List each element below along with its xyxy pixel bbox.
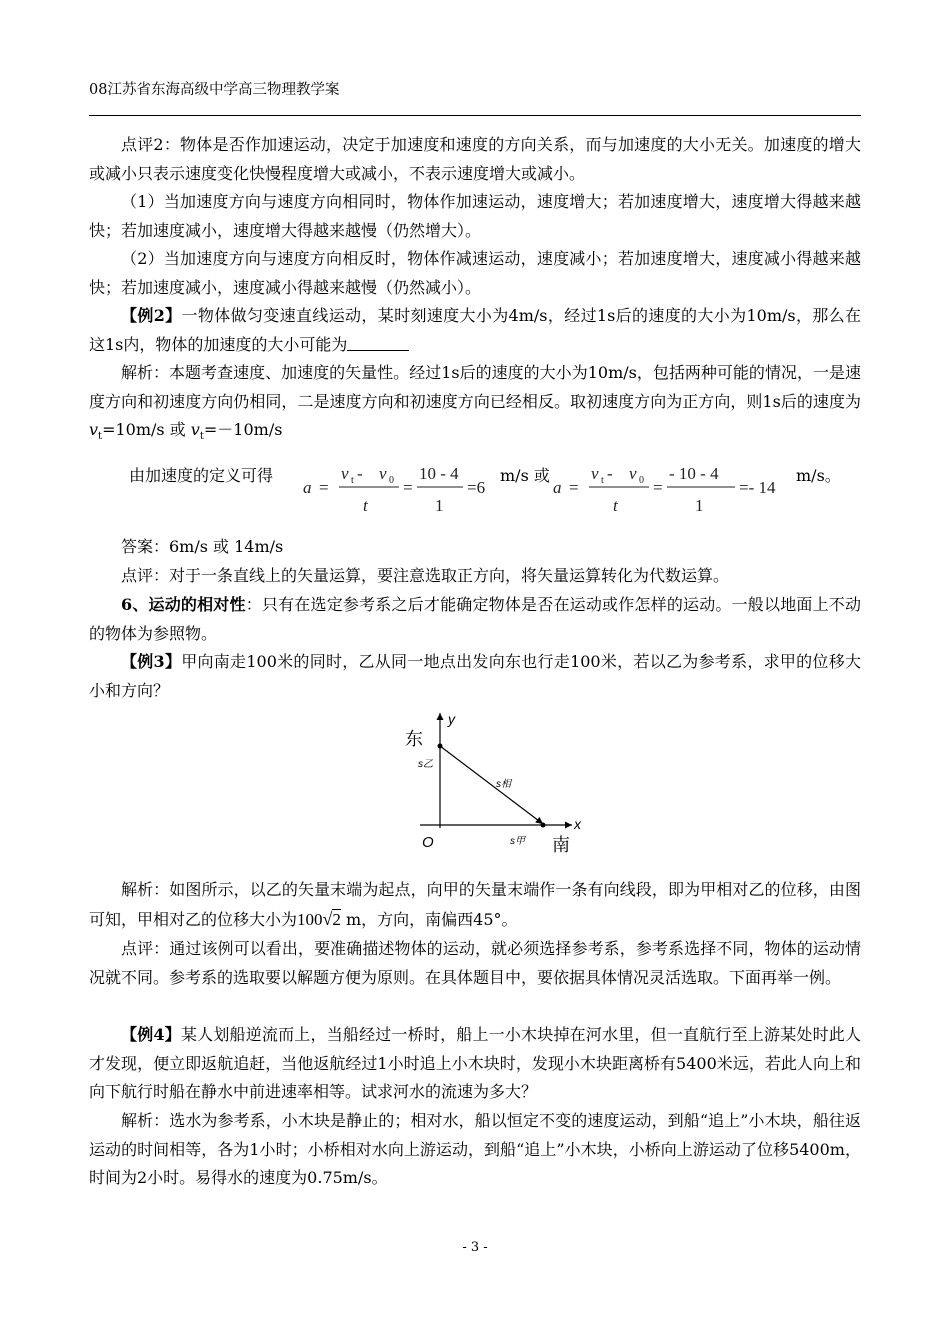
- formula-lead: 由加速度的定义可得: [129, 466, 274, 485]
- example-2-text: 一物体做匀变速直线运动，某时刻速度大小为4m/s，经过1s后的速度的大小为10m/s，那么在这1s内，物体的加速度的大小可能为: [89, 306, 861, 354]
- formula-den-2: 1: [695, 496, 704, 515]
- label-y: y: [448, 711, 455, 727]
- formula-v0-1: v: [379, 464, 387, 483]
- formula-a-1: a: [303, 478, 312, 497]
- example-3-analysis: [89, 876, 861, 934]
- formula-num-1: 10 - 4: [419, 464, 459, 483]
- vt-symbol-1: v: [89, 420, 99, 439]
- header-rule: [89, 115, 861, 116]
- formula-vt-sub-1: t: [351, 475, 354, 486]
- label-s-yi: s乙: [418, 759, 433, 770]
- relative-displacement-line: [440, 746, 543, 824]
- acceleration-formula: [295, 455, 855, 525]
- vt-sub-2: t: [199, 431, 204, 442]
- formula-vt-sub-2: t: [601, 475, 604, 486]
- formula-t-1: t: [363, 496, 368, 515]
- label-south: 南: [552, 835, 570, 855]
- sqrt-argument: 2: [332, 909, 341, 929]
- formula-v0-sub-1: 0: [389, 475, 394, 486]
- label-s-xiang: s相: [496, 779, 511, 790]
- example-4: [89, 1021, 861, 1107]
- formula-result-2: =- 14: [739, 478, 776, 497]
- section-6: [89, 591, 861, 648]
- relative-displacement-diagram: [400, 705, 590, 855]
- page-number: - 3 -: [462, 1240, 488, 1255]
- page-header: 08江苏省东海高级中学高三物理教学案: [89, 82, 340, 98]
- sqrt-expression: 100√2: [297, 908, 341, 929]
- example-4-label: 【例4】: [121, 1025, 181, 1044]
- formula-t-2: t: [613, 496, 618, 515]
- formula-v0-sub-2: 0: [639, 475, 644, 486]
- comment-2: 点评2：物体是否作加速运动，决定于加速度和速度的方向关系，而与加速度的大小无关。加速度的增大或减小只表示速度变化快慢程度增大或减小，不表示速度增大或减小。: [89, 135, 861, 183]
- label-east: 东: [405, 729, 423, 749]
- example-3: [89, 648, 861, 705]
- label-x: x: [574, 816, 581, 832]
- formula-v-1: v: [341, 464, 349, 483]
- point-yi: [438, 744, 443, 749]
- example-3-text: 甲向南走100米的同时，乙从同一地点出发向东也行走100米，若以乙为参考系，求甲的位移大小和方向？: [89, 652, 861, 700]
- formula-eq-4: =: [653, 478, 663, 497]
- formula-minus-2: -: [607, 464, 613, 483]
- answer-blank: [347, 336, 409, 351]
- point-jia: [541, 823, 546, 828]
- example-4-analysis: 解析：选水为参考系，小木块是静止的；相对水，船以恒定不变的速度运动，到船“追上”小木块，船往返运动的时间相等，各为1小时；小桥相对水向上游运动，到船“追上”小木块，小桥向上游运动了位移5400m，时间为2小时。易得水的速度为0.75m/s。: [89, 1111, 861, 1187]
- formula-unit-2: m/s。: [796, 462, 841, 491]
- formula-result-1: =6: [467, 478, 486, 497]
- example-2-label: 【例2】: [121, 306, 182, 325]
- example-2-analysis: [89, 359, 861, 452]
- vt-symbol-2: v: [190, 420, 200, 439]
- section-6-label: 6、运动的相对性: [121, 595, 246, 614]
- section-6-text: ：只有在选定参考系之后才能确定物体是否在运动或作怎样的运动。一般以地面上不动的物体为参照物。: [89, 595, 861, 643]
- formula-eq-2: =: [403, 478, 413, 497]
- example-3-analysis-result: m，方向，南偏西45°。: [340, 909, 518, 929]
- formula-num-2: - 10 - 4: [669, 464, 719, 483]
- vt-sub-1: t: [98, 431, 103, 442]
- comment-vector: 点评：对于一条直线上的矢量运算，要注意选取正方向，将矢量运算转化为代数运算。: [121, 566, 730, 585]
- label-origin: O: [422, 834, 434, 851]
- example-3-label: 【例3】: [121, 652, 182, 671]
- formula-den-1: 1: [435, 496, 444, 515]
- vt-value-2: =－10m/s: [203, 420, 283, 439]
- comment-2-case-2: （2）当加速度方向与速度方向相反时，物体作减速运动，速度减小；若加速度增大，速度减小得越来越快；若加速度减小，速度减小得越来越慢（仍然减小）。: [89, 249, 861, 297]
- formula-eq-1: =: [319, 478, 329, 497]
- example-2-analysis-text: 解析：本题考查速度、加速度的矢量性。经过1s后的速度的大小为10m/s，包括两种可能的情况，一是速度方向和初速度方向仍相同，二是速度方向和初速度方向已经相反。取初速度方向为正方向，则1s后的速度为: [89, 363, 861, 411]
- answer: 答案：6m/s 或 14m/s: [121, 537, 284, 556]
- formula-eq-3: =: [569, 478, 579, 497]
- example-4-text: 某人划船逆流而上，当船经过一桥时，船上一小木块掉在河水里，但一直航行至上游某处时此人才发现，便立即返航追赶，当他返航经过1小时追上小木块时，发现小木块距离桥有5400米远，若此人向上和向下航行时船在静水中前进速率相等。试求河水的流速为多大？: [89, 1025, 861, 1101]
- formula-unit-1: m/s 或: [500, 462, 550, 491]
- sqrt-coefficient: 100: [297, 909, 323, 929]
- formula-a-2: a: [553, 478, 562, 497]
- comment-reference: 点评：通过该例可以看出，要准确描述物体的运动，就必须选择参考系，参考系选择不同，物体的运动情况就不同。参考系的选取要以解题方便为原则。在具体题目中，要依据具体情况灵活选取。下面再举一例。: [89, 939, 861, 987]
- formula-v-2: v: [591, 464, 599, 483]
- formula-v0-2: v: [629, 464, 637, 483]
- comment-2-case-1: （1）当加速度方向与速度方向相同时，物体作加速运动，速度增大；若加速度增大，速度增大得越来越快；若加速度减小，速度增大得越来越慢（仍然增大）。: [89, 192, 861, 240]
- vt-value-1: =10m/s 或: [102, 420, 191, 439]
- example-2: [89, 302, 861, 359]
- label-s-jia: s甲: [510, 836, 525, 847]
- example-3-analysis-text: 解析：如图所示，以乙的矢量末端为起点，向甲的矢量末端作一条有向线段，即为甲相对乙的位移，由图可知，甲相对乙的位移大小为: [89, 880, 861, 929]
- formula-minus-1: -: [357, 464, 363, 483]
